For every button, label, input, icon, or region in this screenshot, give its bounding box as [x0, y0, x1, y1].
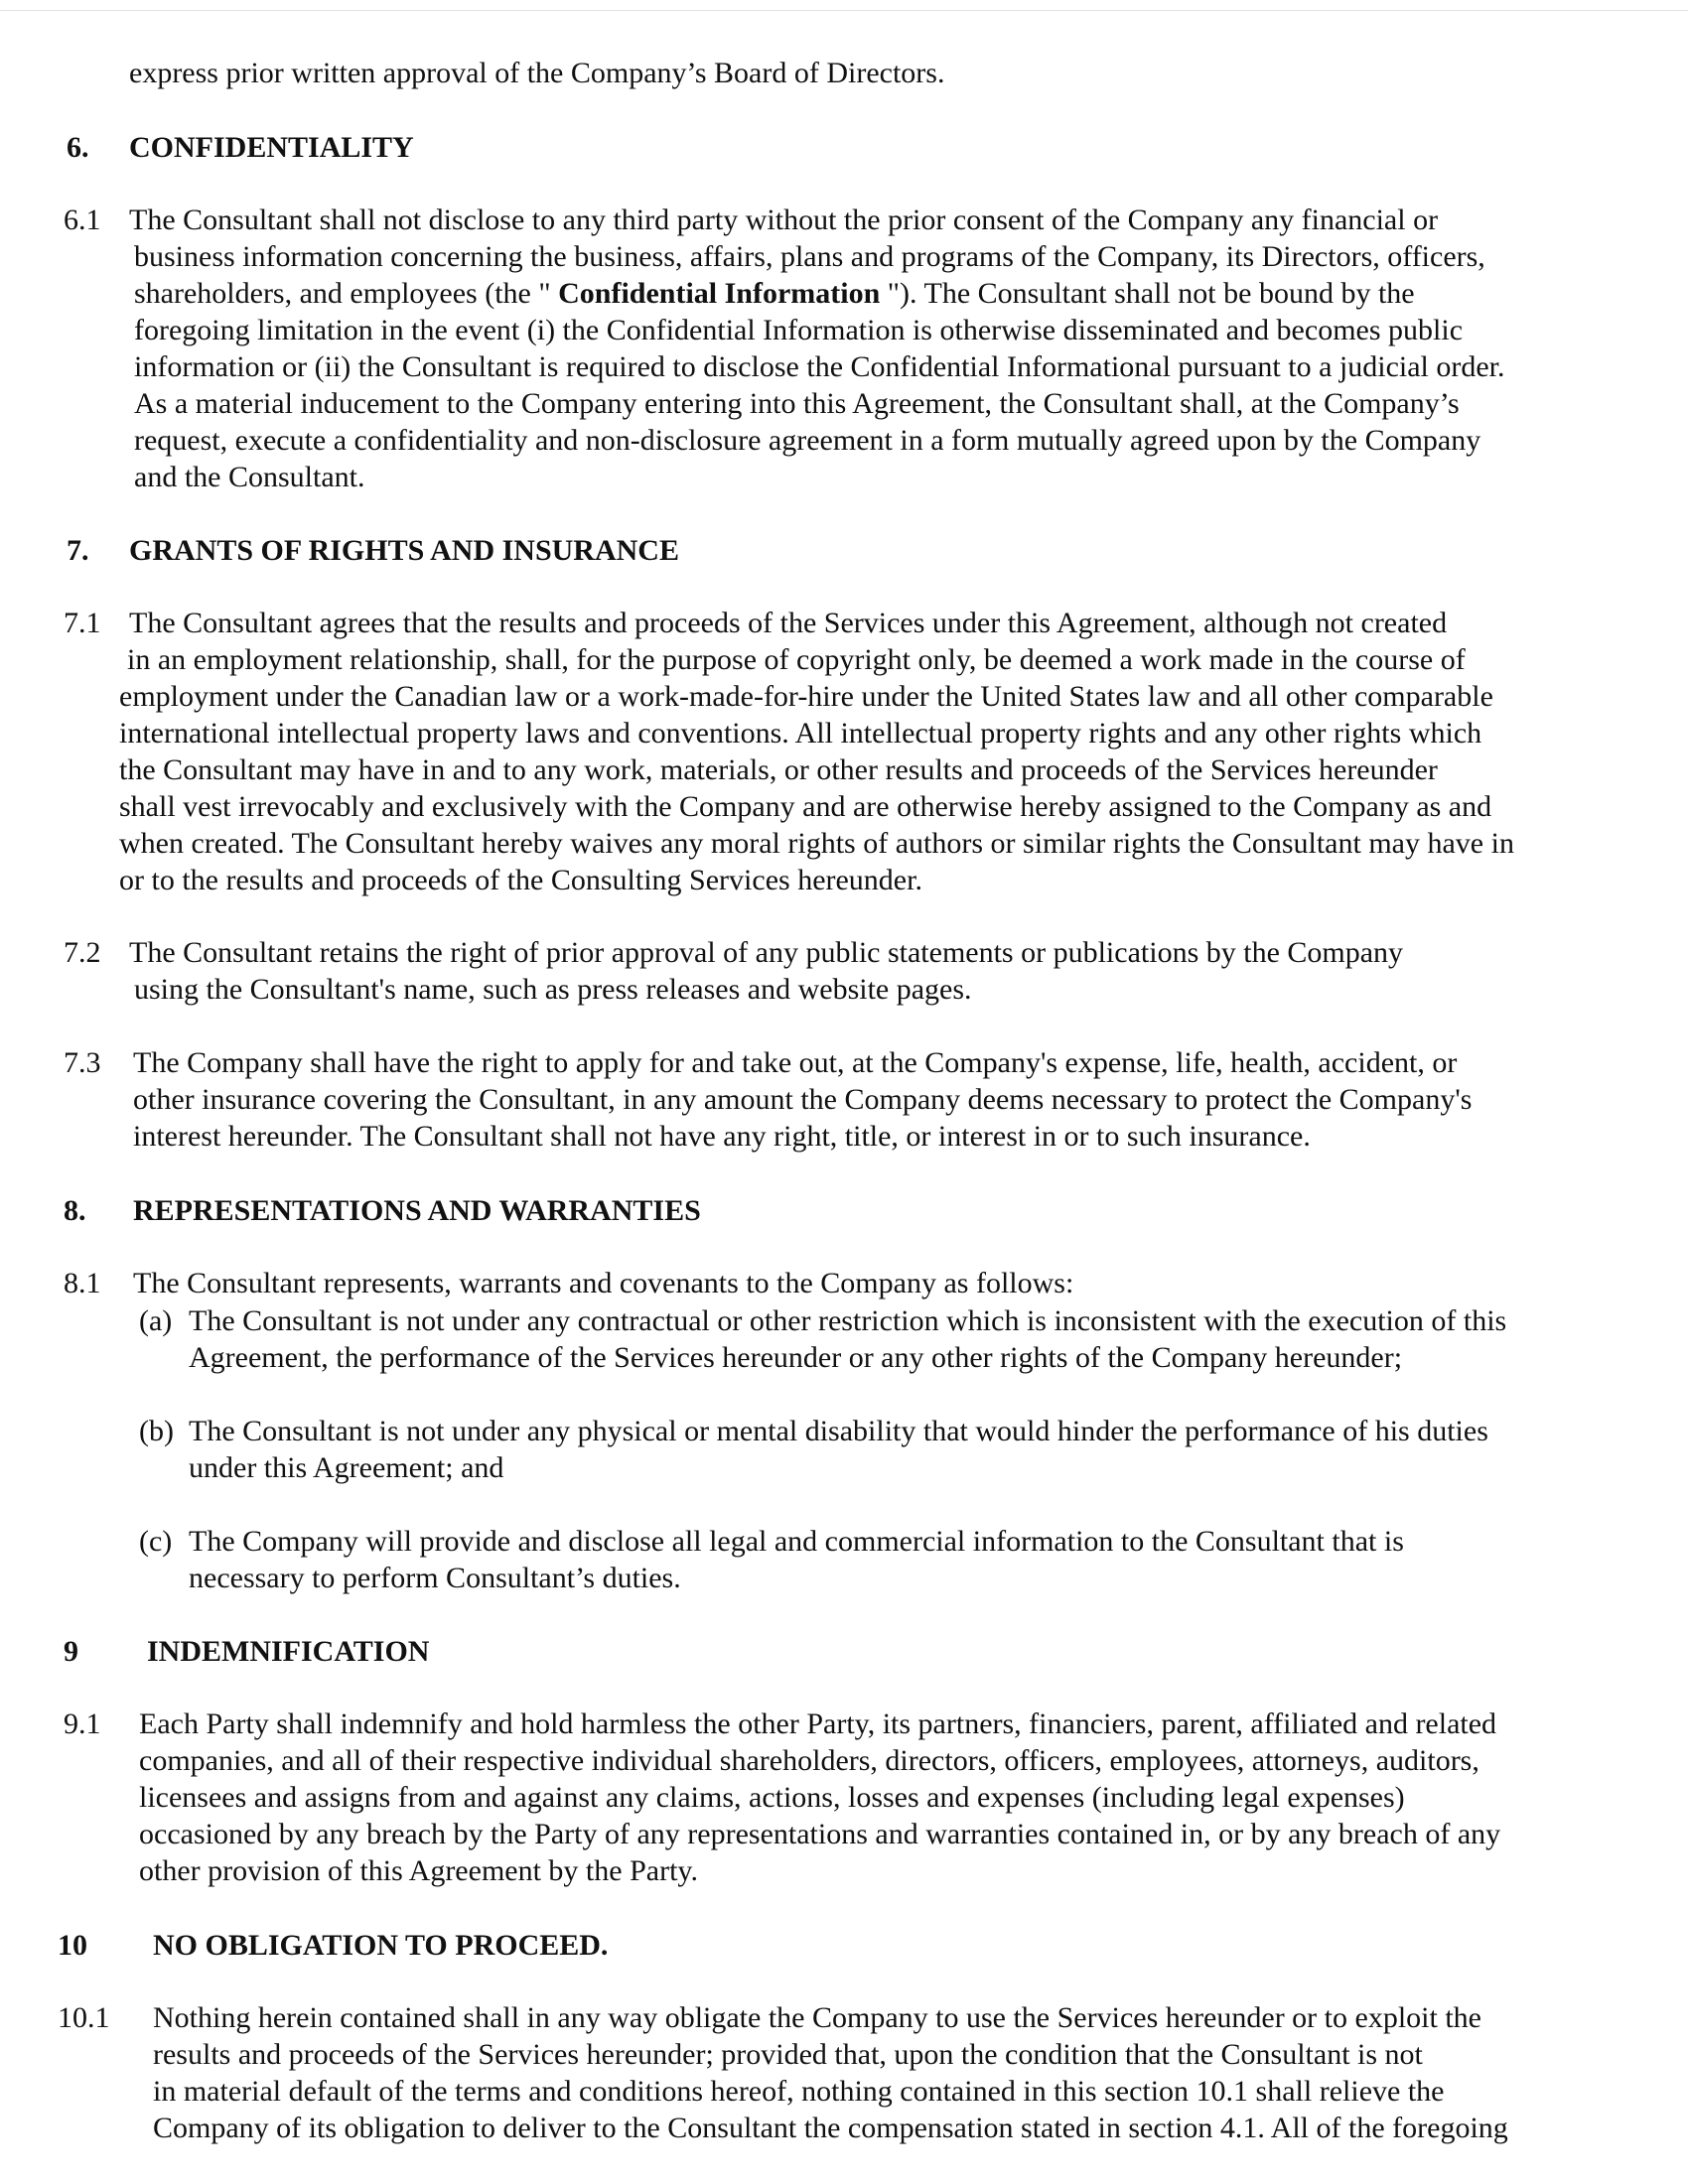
- text-line: Nothing herein contained shall in any way obligate the Company to use the Services hereunder or to exploit the: [153, 2001, 1481, 2034]
- text-line: international intellectual property laws and conventions. All intellectual property rights and any other rights which: [119, 717, 1482, 750]
- text-line: necessary to perform Consultant’s duties.: [189, 1562, 681, 1594]
- text-line: The Consultant retains the right of prior approval of any public statements or publications by the Company: [129, 936, 1404, 969]
- text-line: [134, 275, 1505, 312]
- item-b-label: (b): [139, 1415, 174, 1447]
- text-line: or to the results and proceeds of the Consulting Services hereunder.: [119, 864, 922, 896]
- text-line: Agreement, the performance of the Services hereunder or any other rights of the Company hereunder;: [189, 1341, 1403, 1374]
- text-line: licensees and assigns from and against any claims, actions, losses and expenses (including legal expenses): [139, 1781, 1405, 1814]
- text-line: The Company shall have the right to apply for and take out, at the Company's expense, life, health, accident, or: [133, 1046, 1458, 1079]
- text-line: when created. The Consultant hereby waives any moral rights of authors or similar rights the Consultant may have in: [119, 827, 1514, 860]
- text-line: The Consultant is not under any physical or mental disability that would hinder the performance of his duties: [189, 1415, 1488, 1447]
- section-9-number: 9: [64, 1635, 78, 1668]
- text-line: The Consultant agrees that the results and proceeds of the Services under this Agreement, although not created: [129, 607, 1448, 639]
- section-8-heading: REPRESENTATIONS AND WARRANTIES: [133, 1194, 701, 1227]
- section-10-heading: NO OBLIGATION TO PROCEED.: [153, 1929, 609, 1962]
- text-line: shall vest irrevocably and exclusively with the Company and are otherwise hereby assigned to the Company as and: [119, 790, 1492, 823]
- text-line: The Consultant shall not disclose to any third party without the prior consent of the Company any financial or: [129, 204, 1439, 236]
- clause-7-3-number: 7.3: [64, 1046, 101, 1079]
- text-line: The Consultant is not under any contractual or other restriction which is inconsistent with the execution of this: [189, 1304, 1507, 1337]
- clause-7-1-text: [119, 605, 1514, 898]
- text-line: employment under the Canadian law or a work-made-for-hire under the United States law and all other comparable: [119, 680, 1493, 713]
- item-c-text: [189, 1523, 1404, 1596]
- item-b-text: [189, 1413, 1488, 1486]
- text-line: business information concerning the business, affairs, plans and programs of the Company, its Directors, officers,: [134, 240, 1485, 273]
- clause-9-1-number: 9.1: [64, 1707, 101, 1740]
- clause-7-1-number: 7.1: [64, 607, 101, 639]
- clause-9-1-text: [139, 1706, 1500, 1889]
- text-line: Company of its obligation to deliver to the Consultant the compensation stated in section 4.1. All of the foregoing: [153, 2112, 1508, 2144]
- section-9-heading: INDEMNIFICATION: [147, 1635, 430, 1668]
- carryover-line: express prior written approval of the Company’s Board of Directors.: [129, 57, 945, 89]
- text-line: the Consultant may have in and to any work, materials, or other results and proceeds of the Services hereunder: [119, 753, 1438, 786]
- section-8-number: 8.: [64, 1194, 86, 1227]
- clause-7-2-number: 7.2: [64, 936, 101, 969]
- section-6-heading: CONFIDENTIALITY: [129, 131, 414, 164]
- text-segment: shareholders, and employees (the ": [134, 277, 559, 310]
- text-line: Each Party shall indemnify and hold harmless the other Party, its partners, financiers, parent, affiliated and related: [139, 1707, 1497, 1740]
- text-line: under this Agreement; and: [189, 1451, 504, 1484]
- scan-edge-line: [0, 10, 1688, 11]
- item-a-label: (a): [139, 1304, 173, 1337]
- section-7-heading: GRANTS OF RIGHTS AND INSURANCE: [129, 534, 679, 567]
- clause-7-3-text: [133, 1044, 1472, 1155]
- text-line: in material default of the terms and conditions hereof, nothing contained in this section 10.1 shall relieve the: [153, 2075, 1445, 2108]
- section-10-number: 10: [58, 1929, 87, 1962]
- text-line: in an employment relationship, shall, for the purpose of copyright only, be deemed a work made in the course of: [127, 643, 1466, 676]
- text-line: request, execute a confidentiality and non-disclosure agreement in a form mutually agreed upon by the Company: [134, 424, 1481, 457]
- text-line: The Company will provide and disclose all legal and commercial information to the Consultant that is: [189, 1525, 1404, 1558]
- text-line: companies, and all of their respective individual shareholders, directors, officers, employees, attorneys, auditors,: [139, 1744, 1479, 1777]
- text-line: results and proceeds of the Services hereunder; provided that, upon the condition that the Consultant is not: [153, 2038, 1423, 2071]
- text-line: occasioned by any breach by the Party of any representations and warranties contained in, or by any breach of any: [139, 1818, 1501, 1850]
- text-line: information or (ii) the Consultant is required to disclose the Confidential Informational pursuant to a judicial order.: [134, 350, 1505, 383]
- clause-10-1-number: 10.1: [58, 2001, 110, 2034]
- text-line: interest hereunder. The Consultant shall not have any right, title, or interest in or to such insurance.: [133, 1120, 1311, 1153]
- text-line: foregoing limitation in the event (i) the Confidential Information is otherwise disseminated and becomes public: [134, 314, 1464, 346]
- section-6-number: 6.: [67, 131, 89, 164]
- text-line: and the Consultant.: [134, 461, 365, 493]
- text-line: As a material inducement to the Company entering into this Agreement, the Consultant shall, at the Company’s: [134, 387, 1460, 420]
- clause-7-2-text: [129, 934, 1403, 1008]
- clause-6-1-number: 6.1: [64, 204, 101, 236]
- item-a-text: [189, 1302, 1506, 1376]
- text-line: other insurance covering the Consultant, in any amount the Company deems necessary to protect the Company's: [133, 1083, 1473, 1116]
- section-7-number: 7.: [67, 534, 89, 567]
- text-line: other provision of this Agreement by the Party.: [139, 1854, 698, 1887]
- text-segment: "). The Consultant shall not be bound by the: [880, 277, 1415, 310]
- text-line: using the Consultant's name, such as press releases and website pages.: [134, 973, 972, 1006]
- item-c-label: (c): [139, 1525, 173, 1558]
- clause-10-1-text: [153, 1999, 1508, 2146]
- defined-term: Confidential Information: [558, 277, 881, 310]
- clause-8-1-text: The Consultant represents, warrants and covenants to the Company as follows:: [133, 1267, 1074, 1299]
- clause-6-1-text: [129, 202, 1505, 495]
- clause-8-1-number: 8.1: [64, 1267, 101, 1299]
